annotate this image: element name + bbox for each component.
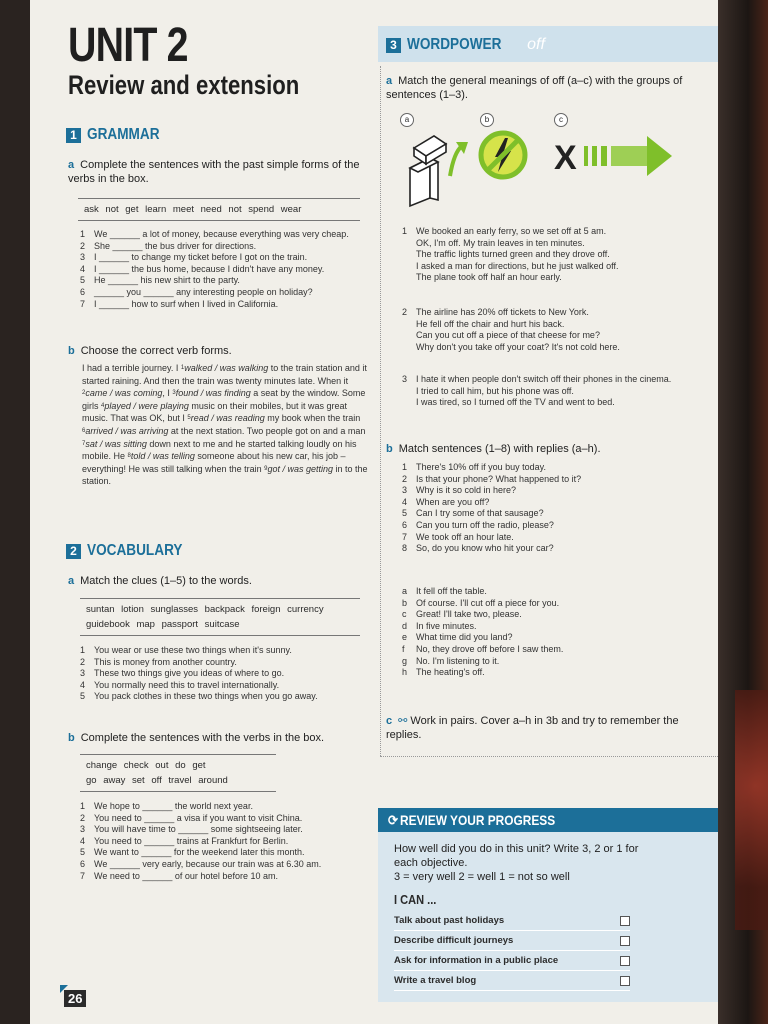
grammar-title: GRAMMAR [87,126,160,143]
unit-title: UNIT 2 [68,19,188,72]
vocabulary-a-item-text: This is money from another country. [94,656,237,667]
vocabulary-b-item [80,859,380,871]
wordpower-b-reply-text: The heating's off. [416,667,485,678]
wordpower-c-instruction: c ⚯ Work in pairs. Cover a–h in 3b and try to remember the replies. [386,715,679,741]
grammar-b-story: I had a terrible journey. I $^1$walked / was walking to the train station and it started raining. And then the train was twenty minutes late. When it $^2$came / was coming, I $^3$found / was finding a seat by the window. Some girls $^4$played / were playing music on their mobiles, but it was great music. That was OK, but I $^5$read / was reading my book when the train $^6$arrived / was arriving at the next station. Two people got on and a man $^7$sat / was sitting down next to me and he started talking loudly on his mobile. He $^8$told / was telling someone about his new car, his job – everything! He was still talking when the train $^9$got / was getting in to the station. [82,363,368,487]
wordpower-b-reply-number: h [402,667,408,678]
grammar-item [80,241,380,253]
grammar-item-number: 3 [80,252,86,263]
wordpower-b-item [402,532,702,544]
grammar-item-number: 2 [80,240,86,251]
vocabulary-b-item-text: You need to ______ a visa if you want to visit China. [94,812,303,823]
vocabulary-b-item [80,836,380,848]
wordpower-b-reply-number: e [402,632,408,643]
wordpower-b-reply-text: No, they drove off before I saw them. [416,643,564,654]
wordpower-b-item [402,485,702,497]
box-off-icon [402,128,472,208]
grammar-a-letter: a [68,159,75,171]
wordpower-b-item [402,462,702,474]
wordpower-b-item-text: Is that your phone? What happened to it? [416,473,582,484]
review-header [378,808,718,832]
wordpower-a-instruction: a Match the general meanings of off (a–c) with the groups of sentences (1–3). [386,75,683,101]
grammar-item-number: 1 [80,229,86,239]
wordpower-b-reply-text: Of course. I'll cut off a piece for you. [416,597,560,608]
ican-checkbox[interactable] [620,956,630,966]
wordpower-b-reply-text: In five minutes. [416,620,477,631]
vocabulary-number: 2 [66,544,81,559]
wordpower-b-replies [402,586,702,679]
wordpower-b-item-text: So, do you know who hit your car? [416,543,554,554]
wordpower-b-item-number: 8 [402,543,408,554]
wordpower-b-reply-number: f [402,643,405,654]
wordpower-b-item-text: We took off an hour late. [416,531,514,542]
grammar-item [80,264,380,276]
wordpower-b-reply-text: No. I'm listening to it. [416,655,500,666]
vocabulary-a-item-number: 4 [80,679,86,690]
grammar-item [80,229,380,241]
wordpower-b-reply [402,656,702,668]
vocabulary-a-item [80,668,380,680]
wordpower-b-sentences [402,462,702,555]
vocabulary-a-list [80,645,380,703]
wordpower-b-reply-number: b [402,597,408,608]
vocabulary-a-item [80,645,380,657]
grammar-item-text: ______ you ______ any interesting people on holiday? [94,286,313,297]
picture-c-label: c [554,113,568,127]
review-progress-icon: ⟳ [388,812,398,828]
vocabulary-b-item-number: 4 [80,835,86,846]
grammar-item-number: 5 [80,275,86,286]
wordpower-b-reply [402,621,702,633]
wordpower-group-2: 2 The airline has 20% off tickets to New York. He fell off the chair and hurt his back. Can you cut off a piece of that cheese for me? Why don't you take off your coat? It's not cold here. [402,307,620,352]
vocabulary-a-instruction: a Match the clues (1–5) to the words. [68,575,252,587]
vocabulary-verb-box: change check out do get go away set off travel around [80,754,276,792]
ican-objective-row [394,931,630,951]
vocabulary-b-item-text: You will have time to ______ some sightseeing later. [94,824,303,835]
ican-checkbox[interactable] [620,936,630,946]
wordpower-b-reply [402,667,702,679]
svg-text:X: X [554,139,577,177]
wordpower-b-reply-number: a [402,586,408,596]
wordpower-b-item-number: 6 [402,519,408,530]
vocabulary-b-item-number: 6 [80,858,86,869]
wordpower-b-reply-number: d [402,620,408,631]
wordpower-b-reply-number: c [402,609,407,620]
pairwork-icon: ⚯ [398,715,411,727]
review-scale: 3 = very well 2 = well 1 = not so well [394,871,570,883]
wordpower-dotted-border [380,66,381,756]
vocabulary-b-item [80,847,380,859]
ican-objective-text: Ask for information in a public place [394,955,559,966]
wordpower-b-item-text: When are you off? [416,496,490,507]
ican-objective-text: Write a travel blog [394,975,477,986]
vocabulary-b-item [80,824,380,836]
scan-edge-red [735,690,768,930]
grammar-item-text: He ______ his new shirt to the party. [94,275,240,286]
page-number: 26 [64,990,86,1007]
wordpower-b-item-number: 4 [402,496,408,507]
power-off-icon [478,130,528,180]
wordpower-b-item-number: 7 [402,531,408,542]
wordpower-b-reply [402,598,702,610]
vocabulary-a-item [80,691,380,703]
ican-list [394,911,630,991]
wordpower-word: off [527,36,545,53]
grammar-heading [66,126,172,144]
vocabulary-b-item [80,801,380,813]
wordpower-number: 3 [386,38,401,53]
wordpower-b-item-number: 3 [402,485,408,496]
grammar-item-number: 4 [80,263,86,274]
vocabulary-a-item [80,680,380,692]
wordpower-b-reply [402,586,702,598]
grammar-item-text: She ______ the bus driver for directions. [94,240,257,251]
grammar-item [80,287,380,299]
ican-objective-text: Talk about past holidays [394,915,505,926]
vocabulary-b-item-text: We ______ very early, because our train was at 6.30 am. [94,858,322,869]
wordpower-b-item-number: 1 [402,462,408,472]
grammar-item-text: I ______ to change my ticket before I got on the train. [94,252,308,263]
vocabulary-a-letter: a [68,575,75,587]
ican-objective-text: Describe difficult journeys [394,935,514,946]
wordpower-b-item-text: There's 10% off if you buy today. [416,462,546,472]
wordpower-b-item [402,474,702,486]
review-question: How well did you do in this unit? Write 3, 2 or 1 for each objective. [394,843,639,869]
grammar-item [80,299,380,311]
grammar-item-text: I ______ the bus home, because I didn't have any money. [94,263,325,274]
grammar-number: 1 [66,128,81,143]
vocabulary-word-box: suntan lotion sunglasses backpack foreign currency guidebook map passport suitcase [80,598,360,636]
review-title: REVIEW YOUR PROGRESS [399,812,555,828]
wordpower-title: WORDPOWER [407,36,502,53]
vocabulary-heading [66,542,199,560]
vocabulary-b-item [80,813,380,825]
wordpower-b-reply [402,632,702,644]
grammar-item-text: We ______ a lot of money, because everything was very cheap. [94,229,349,239]
wordpower-b-item-number: 5 [402,508,408,519]
wordpower-group-1: 1 We booked an early ferry, so we set off at 5 am. OK, I'm off. My train leaves in ten minutes. The traffic lights turned green and they drove off. I asked a man for directions, but he just walked off. The plane took off half an hour early. [402,226,619,283]
vocabulary-b-item-text: We need to ______ of our hotel before 10 am. [94,870,278,881]
wordpower-c-letter: c [386,715,393,727]
vocabulary-b-list [80,801,380,882]
vocabulary-a-item-text: You wear or use these two things when it's sunny. [94,645,292,655]
vocabulary-a-item-number: 2 [80,656,86,667]
wordpower-group-3: 3 I hate it when people don't switch off their phones in the cinema. I tried to call him, but his phone was off. I was tired, so I turned off the TV and went to bed. [402,374,672,408]
unit-subtitle: Review and extension [68,70,300,100]
vocabulary-a-item-number: 3 [80,668,86,679]
wordpower-b-item [402,497,702,509]
ican-objective-row [394,951,630,971]
grammar-a-instruction: a Complete the sentences with the past simple forms of the verbs in the box. [68,159,360,185]
grammar-item-number: 6 [80,286,86,297]
ican-objective-row [394,971,630,991]
wordpower-a-letter: a [386,75,393,87]
vocabulary-b-item-number: 1 [80,801,86,811]
wordpower-b-letter: b [386,443,393,455]
move-away-icon [552,134,674,178]
grammar-verb-box: ask not get learn meet need not spend wear [78,198,360,221]
vocabulary-title: VOCABULARY [87,542,183,559]
vocabulary-b-item-text: We hope to ______ the world next year. [94,801,253,811]
picture-b-label: b [480,113,494,127]
wordpower-b-reply [402,644,702,656]
grammar-item [80,275,380,287]
wordpower-b-reply-text: It fell off the table. [416,586,487,596]
grammar-item [80,252,380,264]
grammar-b-letter: b [68,345,75,357]
ican-checkbox[interactable] [620,916,630,926]
wordpower-bottom-rule [380,756,718,757]
wordpower-b-item-text: Why is it so cold in here? [416,485,517,496]
vocabulary-b-item-number: 5 [80,847,86,858]
vocabulary-a-item [80,657,380,669]
vocabulary-a-item-text: You normally need this to travel internationally. [94,679,280,690]
vocabulary-b-item-number: 2 [80,812,86,823]
grammar-item-number: 7 [80,298,86,309]
wordpower-b-item-text: Can you turn off the radio, please? [416,519,554,530]
ican-objective-row [394,911,630,931]
wordpower-b-instruction: b Match sentences (1–8) with replies (a–h). [386,443,601,455]
wordpower-b-reply-number: g [402,655,408,666]
wordpower-b-item [402,508,702,520]
vocabulary-b-instruction: b Complete the sentences with the verbs in the box. [68,732,325,744]
wordpower-b-item [402,543,702,555]
vocabulary-a-item-number: 1 [80,645,86,655]
textbook-page [30,0,718,1024]
vocabulary-b-item-number: 7 [80,870,86,881]
vocabulary-b-letter: b [68,732,75,744]
review-panel [378,832,718,1002]
grammar-b-instruction: b Choose the correct verb forms. [68,345,232,357]
ican-checkbox[interactable] [620,976,630,986]
wordpower-b-item-number: 2 [402,473,408,484]
wordpower-b-reply-text: Great! I'll take two, please. [416,609,522,620]
vocabulary-b-item-number: 3 [80,824,86,835]
wordpower-b-item [402,520,702,532]
wordpower-heading [386,36,545,54]
vocabulary-a-item-text: You pack clothes in these two things when you go away. [94,691,318,702]
ican-heading: I CAN ... [394,892,437,907]
wordpower-b-reply [402,609,702,621]
vocabulary-b-item [80,871,380,883]
vocabulary-a-item-number: 5 [80,691,86,702]
vocabulary-b-item-text: We want to ______ for the weekend later this month. [94,847,305,858]
wordpower-b-item-text: Can I try some of that sausage? [416,508,544,519]
grammar-item-text: I ______ how to surf when I lived in California. [94,298,279,309]
vocabulary-a-item-text: These two things give you ideas of where to go. [94,668,285,679]
wordpower-b-reply-text: What time did you land? [416,632,513,643]
picture-a-label: a [400,113,414,127]
vocabulary-b-item-text: You need to ______ trains at Frankfurt for Berlin. [94,835,289,846]
grammar-a-list [80,229,380,310]
